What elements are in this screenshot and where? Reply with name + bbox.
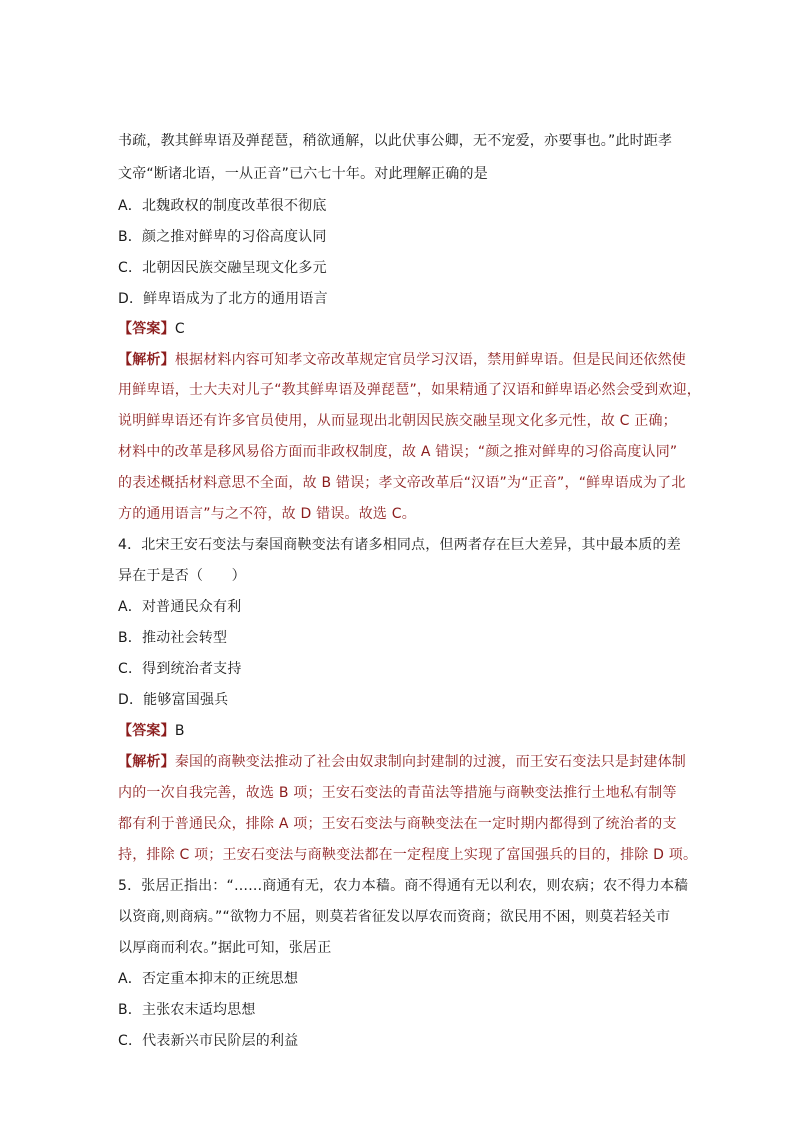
q3-stem-line-2: 文帝“断诸北语，一从正音”已六七十年。对此理解正确的是 [118, 166, 488, 182]
q4-option-b: B．推动社会转型 [118, 630, 228, 646]
q3-option-b: B．颜之推对鲜卑的习俗高度认同 [118, 229, 327, 245]
q4-answer-label: 【答案】 [118, 723, 175, 739]
q4-option-c: C．得到统治者支持 [118, 661, 242, 677]
q4-analysis-label: 【解析】 [118, 754, 175, 770]
q3-answer-value: C [174, 321, 185, 337]
q5-option-a: A．否定重本抑末的正统思想 [118, 971, 299, 987]
q3-analysis-label: 【解析】 [118, 352, 175, 368]
q3-option-c: C．北朝因民族交融呈现文化多元 [118, 260, 327, 276]
q4-option-d: D．能够富国强兵 [118, 692, 229, 708]
q4-analysis-line-2: 内的一次自我完善，故选 B 项；王安石变法的青苗法等措施与商鞅变法推行土地私有制等 [118, 785, 677, 801]
q3-option-a: A．北魏政权的制度改革很不彻底 [118, 198, 327, 214]
q5-stem-line-2: 以资商,则商病。”“欲物力不屈，则莫若省征发以厚农而资商；欲民用不困，则莫若轻关市 [118, 909, 671, 925]
q3-answer-label: 【答案】 [118, 321, 175, 337]
q3-analysis-line-4: 材料中的改革是移风易俗方面而非政权制度，故 A 错误；“颜之推对鲜卑的习俗高度认同” [118, 444, 678, 460]
q4-option-a: A．对普通民众有利 [118, 599, 242, 615]
q3-analysis-line-3: 说明鲜卑语还有许多官员使用，从而显现出北朝因民族交融呈现文化多元性，故 C 正确； [118, 413, 677, 429]
q3-analysis-line-6: 方的通用语言”与之不符，故 D 错误。故选 C。 [118, 506, 416, 522]
q4-analysis-line-3: 都有利于普通民众，排除 A 项；王安石变法与商鞅变法在一定时期内都得到了统治者的支 [118, 816, 677, 832]
q3-analysis-line-5: 的表述概括材料意思不全面，故 B 错误；孝文帝改革后“汉语”为“正音”，“鲜卑语成为了北 [118, 475, 686, 491]
q5-option-b: B．主张农末适均思想 [118, 1002, 256, 1018]
q3-stem-line-1: 书疏，教其鲜卑语及弹琵琶，稍欲通解，以此伏事公卿，无不宠爱，亦要事也。”此时距孝 [118, 133, 673, 149]
q3-answer [118, 319, 185, 339]
q4-stem-line-1: 4．北宋王安石变法与秦国商鞅变法有诸多相同点，但两者存在巨大差异，其中最本质的差 [118, 537, 681, 553]
q4-analysis-line-4: 持，排除 C 项；王安石变法与商鞅变法都在一定程度上实现了富国强兵的目的，排除 D 项。 [118, 847, 698, 863]
q5-stem-line-1: 5．张居正指出：“……商通有无，农力本穑。商不得通有无以利农，则农病；农不得力本穑 [118, 878, 689, 894]
q4-stem-line-2: 异在于是否（ ） [118, 568, 246, 584]
q3-analysis-line-1: 【解析】根据材料内容可知孝文帝改革规定官员学习汉语，禁用鲜卑语。但是民间还依然使 [118, 352, 687, 368]
q3-analysis-line-2: 用鲜卑语，士大夫对儿子“教其鲜卑语及弹琵琶”，如果精通了汉语和鲜卑语必然会受到欢迎， [118, 382, 701, 398]
q4-answer [118, 721, 185, 741]
q5-option-c: C．代表新兴市民阶层的利益 [118, 1033, 299, 1049]
q4-analysis-line-1: 【解析】秦国的商鞅变法推动了社会由奴隶制向封建制的过渡，而王安石变法只是封建体制 [118, 754, 687, 770]
q5-stem-line-3: 以厚商而利农。”据此可知，张居正 [118, 940, 332, 956]
q3-option-d: D．鲜卑语成为了北方的通用语言 [118, 291, 328, 307]
q4-answer-value: B [174, 723, 185, 739]
